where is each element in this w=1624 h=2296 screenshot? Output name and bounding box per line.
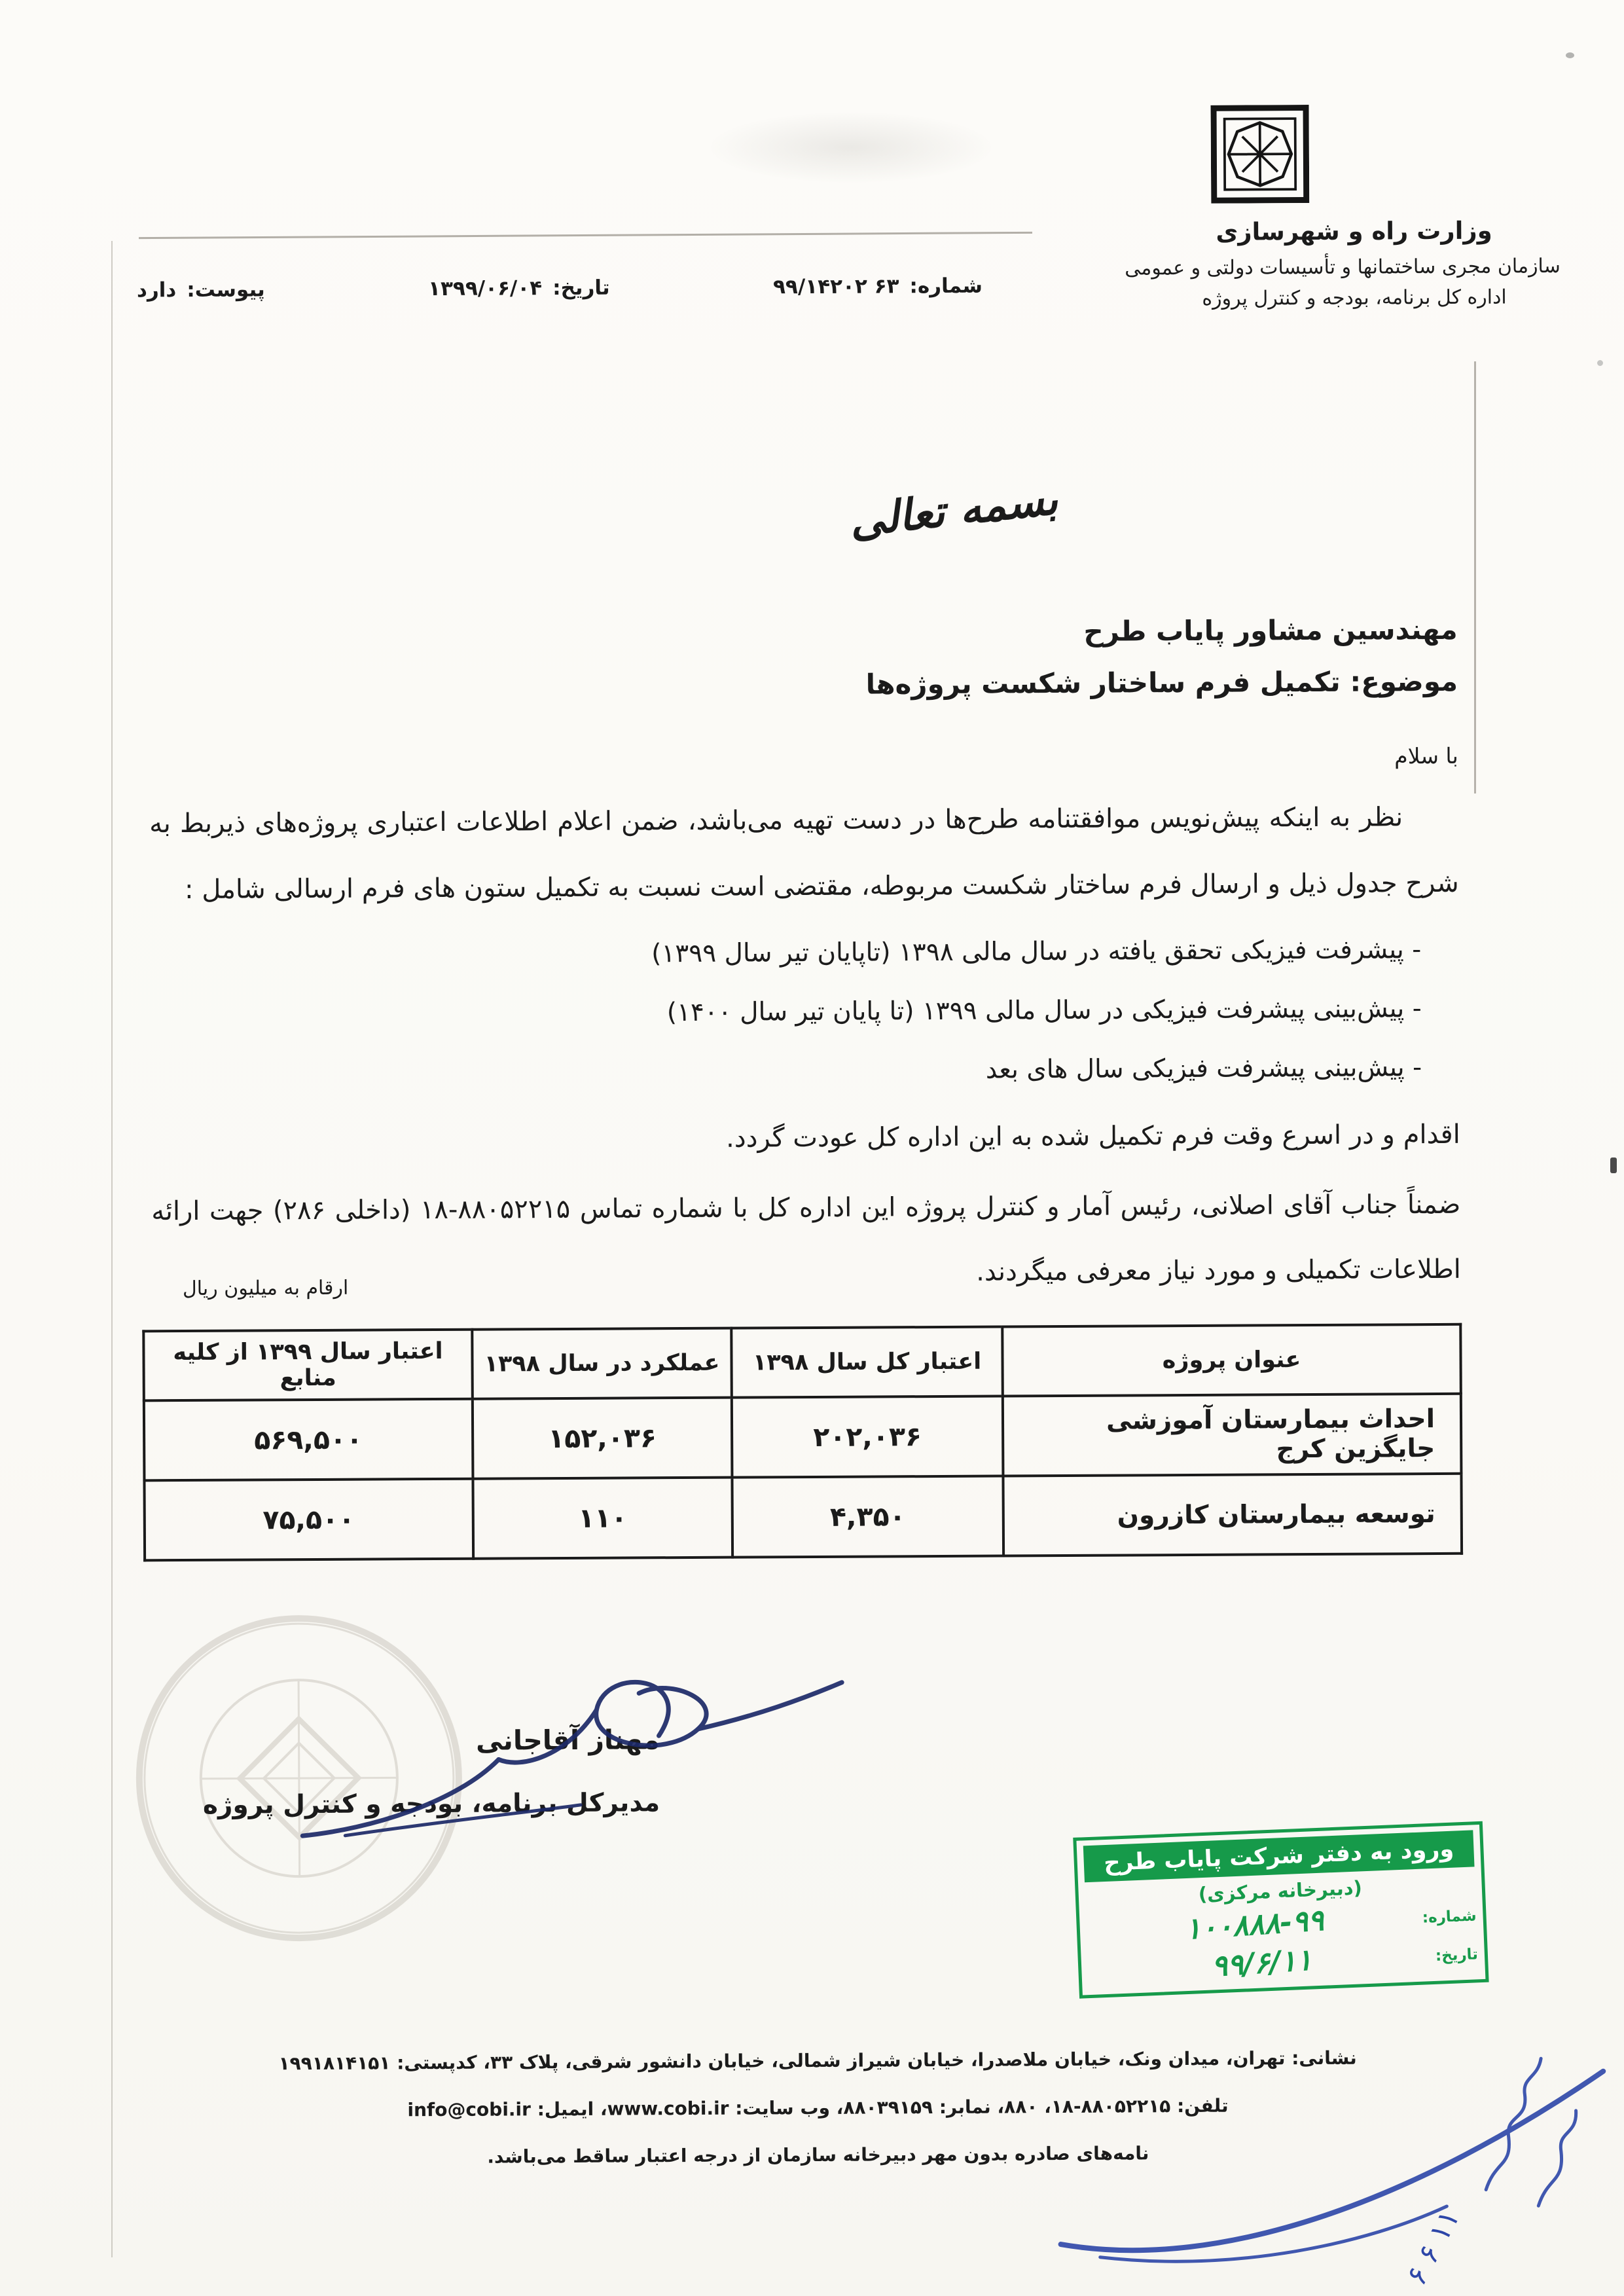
performance-cell: ۱۵۲,۰۳۶ bbox=[473, 1398, 732, 1479]
ink-signature bbox=[240, 1637, 869, 1876]
credit-table bbox=[142, 1323, 1463, 1562]
footer-address: نشانی: تهران، میدان ونک، خیابان ملاصدرا، خیابان شیراز شمالی، خیابان دانشور شرقی، پلاک ۳۳، کدپستی: ۱۹۹۱۸۱۴۱۵۱ bbox=[278, 2047, 1357, 2075]
table-row bbox=[144, 1474, 1462, 1561]
total-credit-cell: ۲۰۲,۰۳۶ bbox=[732, 1396, 1003, 1477]
letterhead-org-block bbox=[1125, 216, 1561, 310]
body-paragraph: نظر به اینکه پیش‌نویس موافقتنامه طرح‌ها در دست تهیه می‌باشد، ضمن اعلام اطلاعات اعتباری پروژه‌های ذیربط به شرح جدول ذیل و ارسال فرم ساختار شکست مربوطه، مقتضی است نسبت به تکمیل ستون های فرم ارسالی شامل : bbox=[149, 802, 1459, 905]
table-row bbox=[144, 1394, 1462, 1481]
pen-digits-note: ۱۱ ۶ ۶ bbox=[1399, 2204, 1467, 2291]
stamp-date-value: ۹۹/۶/۱۱ bbox=[1210, 1942, 1314, 1984]
col-header-project-title: عنوان پروژه bbox=[1002, 1324, 1461, 1396]
letter-attachment-field bbox=[137, 278, 265, 302]
col-header-total-credit-1398: اعتبار کل سال ۱۳۹۸ bbox=[731, 1326, 1003, 1397]
project-title-cell: توسعه بیمارستان کازرون bbox=[1003, 1474, 1462, 1556]
requirement-list bbox=[150, 920, 1460, 1104]
credit-1399-cell: ۷۵,۵۰۰ bbox=[144, 1479, 473, 1561]
received-stamp bbox=[1073, 1821, 1489, 1999]
letter-number-value: ۶۳ ۹۹/۱۴۲۰۲ bbox=[772, 274, 899, 299]
col-header-credit-1399: اعتبار سال ۱۳۹۹ از کلیه منابع bbox=[143, 1330, 473, 1401]
project-title-cell: احداث بیمارستان آموزشی جایگزین کرج bbox=[1003, 1394, 1462, 1476]
performance-cell: ۱۱۰ bbox=[473, 1478, 732, 1559]
pen-annotations bbox=[1027, 1979, 1624, 2290]
stamp-number-value: ۱۰۰۸۸۸-۹۹ bbox=[1183, 1902, 1325, 1946]
ministry-emblem-icon bbox=[1211, 105, 1310, 204]
signer-name: مهناز آقاجانی bbox=[475, 1724, 660, 1757]
signer-title: مدیرکل برنامه، بودجه و کنترل پروژه bbox=[202, 1788, 660, 1820]
letter-meta-row bbox=[137, 274, 983, 302]
org-name-department: اداره کل برنامه، بودجه و کنترل پروژه bbox=[1202, 285, 1507, 310]
closing-paragraph-2: ضمناً جناب آقای اصلانی، رئیس آمار و کنترل پروژه این اداره کل با شماره تماس ۸۸۰۵۲۲۱۵-۱۸ (داخلی ۲۸۶) جهت ارائه اطلاعات تکمیلی و مورد نیاز معرفی میگردند. bbox=[151, 1189, 1461, 1287]
list-item: - پیشرفت فیزیکی تحقق یافته در سال مالی ۱۳۹۸ (تاپایان تیر سال ۱۳۹۹) bbox=[651, 935, 1422, 969]
letter-attachment-label: پیوست: bbox=[187, 278, 265, 302]
letter-date-value: ۱۳۹۹/۰۶/۰۴ bbox=[428, 276, 543, 301]
received-stamp-subtitle: (دبیرخانه مرکزی) bbox=[1198, 1876, 1363, 1906]
col-header-performance-1398: عملکرد در سال ۱۳۹۸ bbox=[472, 1328, 732, 1399]
org-name-ministry: وزارت راه و شهرسازی bbox=[1216, 216, 1492, 246]
letter-body bbox=[149, 613, 1461, 1309]
footer-contact: تلفن: ۸۸۰۵۲۲۱۵-۱۸، ۸۸۰، نمابر: ۸۸۰۳۹۱۵۹، وب سایت: www.cobi.ir، ایمیل: info@cobi.ir bbox=[407, 2094, 1229, 2121]
list-item: - پیش‌بینی پیشرفت فیزیکی سال های بعد bbox=[985, 1053, 1422, 1085]
salutation-line: با سلام bbox=[1394, 742, 1458, 769]
letter-date-field bbox=[428, 276, 610, 301]
credit-1399-cell: ۵۶۹,۵۰۰ bbox=[144, 1399, 473, 1481]
received-stamp-title: ورود به دفتر شرکت پایاب طرح bbox=[1083, 1830, 1475, 1882]
table-header-row bbox=[143, 1324, 1461, 1401]
recipient-line: مهندسین مشاور پایاب طرح bbox=[1083, 613, 1458, 647]
list-item: - پیش‌بینی پیشرفت فیزیکی در سال مالی ۱۳۹۹ (تا پایان تیر سال ۱۴۰۰) bbox=[666, 994, 1422, 1028]
org-name-agency: سازمان مجری ساختمانها و تأسیسات دولتی و عمومی bbox=[1125, 255, 1561, 280]
subject-line: موضوع: تکمیل فرم ساختار شکست پروژه‌ها bbox=[865, 665, 1458, 701]
bismillah-calligraphy: بسمه تعالی bbox=[846, 473, 1060, 547]
stamp-number-label: شماره: bbox=[1422, 1906, 1477, 1927]
stamp-date-label: تاریخ: bbox=[1435, 1945, 1479, 1965]
table-unit-note: ارقام به میلیون ریال bbox=[182, 1276, 349, 1301]
closing-paragraph-1: اقدام و در اسرع وقت فرم تکمیل شده به این اداره کل عودت گردد. bbox=[725, 1119, 1460, 1154]
letter-number-field bbox=[773, 274, 983, 299]
letter-number-label: شماره: bbox=[909, 274, 983, 299]
total-credit-cell: ۴,۳۵۰ bbox=[732, 1476, 1003, 1557]
footer-disclaimer: نامه‌های صادره بدون مهر دبیرخانه سازمان از درجه اعتبار ساقط می‌باشد. bbox=[487, 2142, 1149, 2168]
letter-attachment-value: دارد bbox=[136, 278, 177, 302]
letter-date-label: تاریخ: bbox=[552, 276, 610, 301]
